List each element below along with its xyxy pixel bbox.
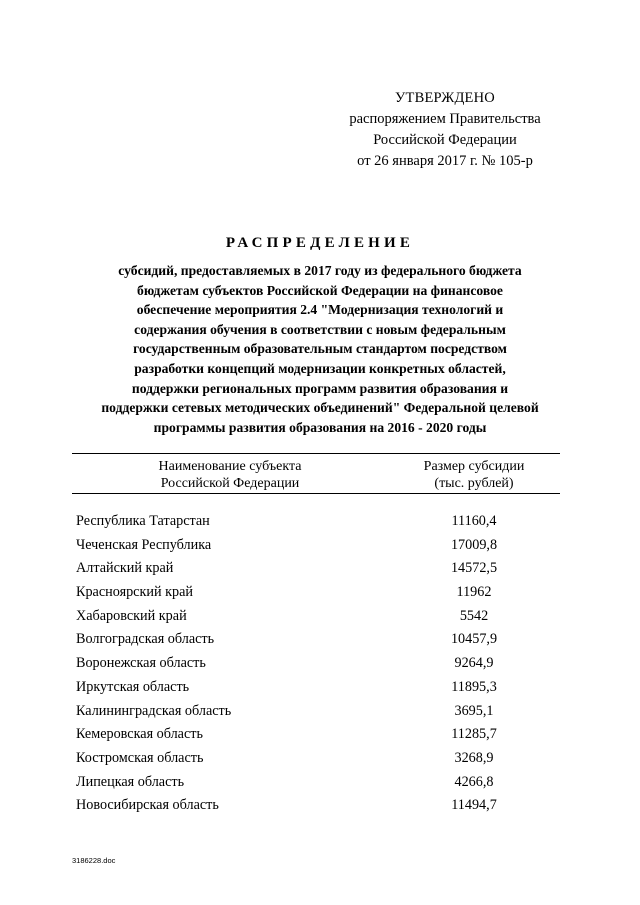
region-name: Кемеровская область [76,726,203,743]
table-row [72,534,560,558]
table-row [72,723,560,747]
document-title: РАСПРЕДЕЛЕНИЕ [225,235,415,251]
subsidy-amount: 10457,9 [450,631,498,648]
document-subtitle [40,261,600,437]
approval-block [330,88,560,172]
table-body [72,510,560,818]
region-name: Хабаровский край [76,607,187,624]
subtitle-line: программы развития образования на 2016 - 2020 годы [153,419,487,435]
table-row [72,557,560,581]
table-row [72,700,560,724]
table-row [72,652,560,676]
column-header-amount-line-2: (тыс. рублей) [434,476,514,491]
table-row [72,747,560,771]
footer-filename: 3186228.doc [72,856,116,865]
approval-line-2: Российской Федерации [373,132,517,148]
subsidy-amount: 11895,3 [451,678,497,695]
table-row [72,771,560,795]
column-header-region-line-2: Российской Федерации [160,476,300,491]
approval-line-1: распоряжением Правительства [349,111,541,127]
region-name: Чеченская Республика [76,536,212,553]
table-row [72,676,560,700]
subsidy-amount: 14572,5 [450,560,498,577]
subtitle-line: поддержки региональных программ развития образования и [131,380,509,396]
subsidy-amount: 9264,9 [454,655,494,672]
column-header-amount-line-1: Размер субсидии [423,459,525,474]
subsidy-table [72,453,560,818]
subtitle-line: разработки концепций модернизации конкретных областей, [134,360,506,376]
region-name: Республика Татарстан [76,513,210,529]
subtitle-line: субсидий, предоставляемых в 2017 году из федерального бюджета [118,263,522,278]
table-row [72,628,560,652]
region-name: Алтайский край [76,560,174,577]
subtitle-line: государственным образовательным стандартом посредством [133,341,507,357]
subtitle-line: поддержки сетевых методических объединений" Федеральной целевой [101,400,539,416]
region-name: Калининградская область [76,702,232,719]
subsidy-amount: 17009,8 [450,536,498,553]
subtitle-line: обеспечение мероприятия 2.4 "Модернизация технологий и [136,302,504,318]
column-header-region [112,458,348,492]
subtitle-line: бюджетам субъектов Российской Федерации на финансовое [137,282,503,298]
subsidy-amount: 11285,7 [451,726,497,743]
table-row [72,605,560,629]
region-name: Костромская область [76,749,204,766]
subtitle-line: содержания обучения в соответствии с новым федеральным [134,321,506,337]
column-header-amount [388,458,560,492]
subsidy-amount: 5542 [459,607,489,624]
approval-line-3: от 26 января 2017 г. № 105-р [357,153,533,169]
region-name: Волгоградская область [76,631,215,648]
subsidy-amount: 3268,9 [454,749,494,766]
region-name: Воронежская область [76,655,206,672]
subsidy-amount: 11494,7 [451,797,497,814]
region-name: Новосибирская область [76,797,219,814]
subsidy-amount: 4266,8 [454,773,494,790]
table-row [72,581,560,605]
approval-stamp: УТВЕРЖДЕНО [395,90,495,106]
table-row [72,510,560,534]
column-header-region-line-1: Наименование субъекта [158,459,302,474]
subsidy-amount: 11962 [456,584,492,601]
subsidy-amount: 3695,1 [454,702,494,719]
subsidy-amount: 11160,4 [451,513,497,529]
table-row [72,794,560,818]
region-name: Липецкая область [76,773,185,790]
region-name: Красноярский край [76,584,193,601]
table-header [72,453,560,494]
region-name: Иркутская область [76,678,190,695]
